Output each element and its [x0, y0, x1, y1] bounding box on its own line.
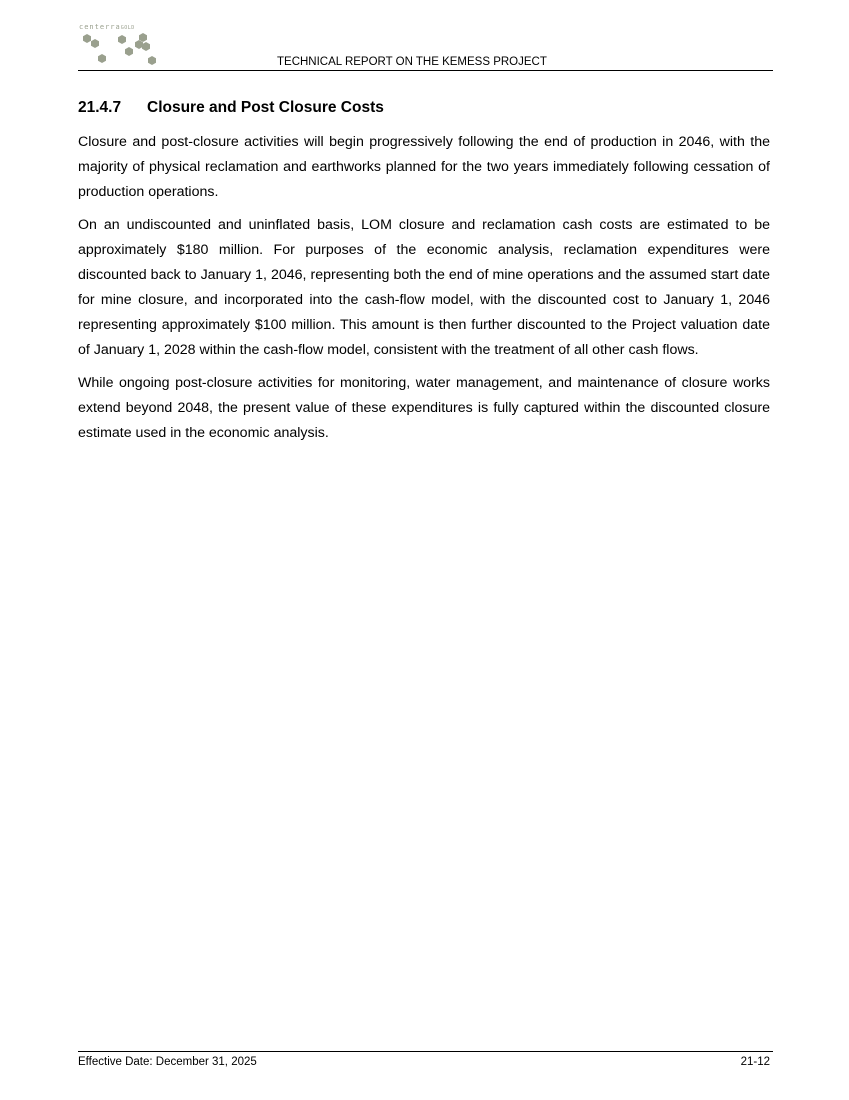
main-content	[78, 98, 770, 454]
hexagon-cluster-icon	[81, 33, 163, 67]
logo-wordmark	[79, 23, 135, 32]
report-header-title: TECHNICAL REPORT ON THE KEMESS PROJECT	[277, 56, 547, 68]
section-title: Closure and Post Closure Costs	[147, 99, 384, 116]
section-number: 21.4.7	[78, 99, 122, 116]
body-paragraph-2: On an undiscounted and uninflated basis, LOM closure and reclamation cash costs are estimated to be approximately $180 million. For purposes of the economic analysis, reclamation expenditures were discounted back to January 1, 2046, representing both the end of mine operations and the assumed start date for mine closure, and incorporated into the cash-flow model, with the discounted cost to January 1, 2046 representing approximately $100 million. This amount is then further discounted to the Project valuation date of January 1, 2028 within the cash-flow model, consistent with the treatment of all other cash flows.	[78, 217, 770, 358]
header-divider	[78, 70, 773, 71]
logo-text: centerra	[79, 23, 121, 31]
company-logo	[79, 23, 169, 67]
footer-page-number: 21-12	[740, 1056, 770, 1068]
body-paragraph-3: While ongoing post-closure activities for monitoring, water management, and maintenance of closure works extend beyond 2048, the present value of these expenditures is fully captured within the discounted closure estimate used in the economic analysis.	[78, 375, 770, 441]
section-heading	[78, 98, 770, 118]
footer-effective-date: Effective Date: December 31, 2025	[78, 1056, 257, 1068]
logo-suffix: GOLD	[120, 25, 135, 31]
body-paragraph-1: Closure and post-closure activities will begin progressively following the end of production in 2046, with the majority of physical reclamation and earthworks planned for the two years immediately following cessation of production operations.	[78, 134, 770, 200]
footer-divider	[78, 1051, 773, 1052]
